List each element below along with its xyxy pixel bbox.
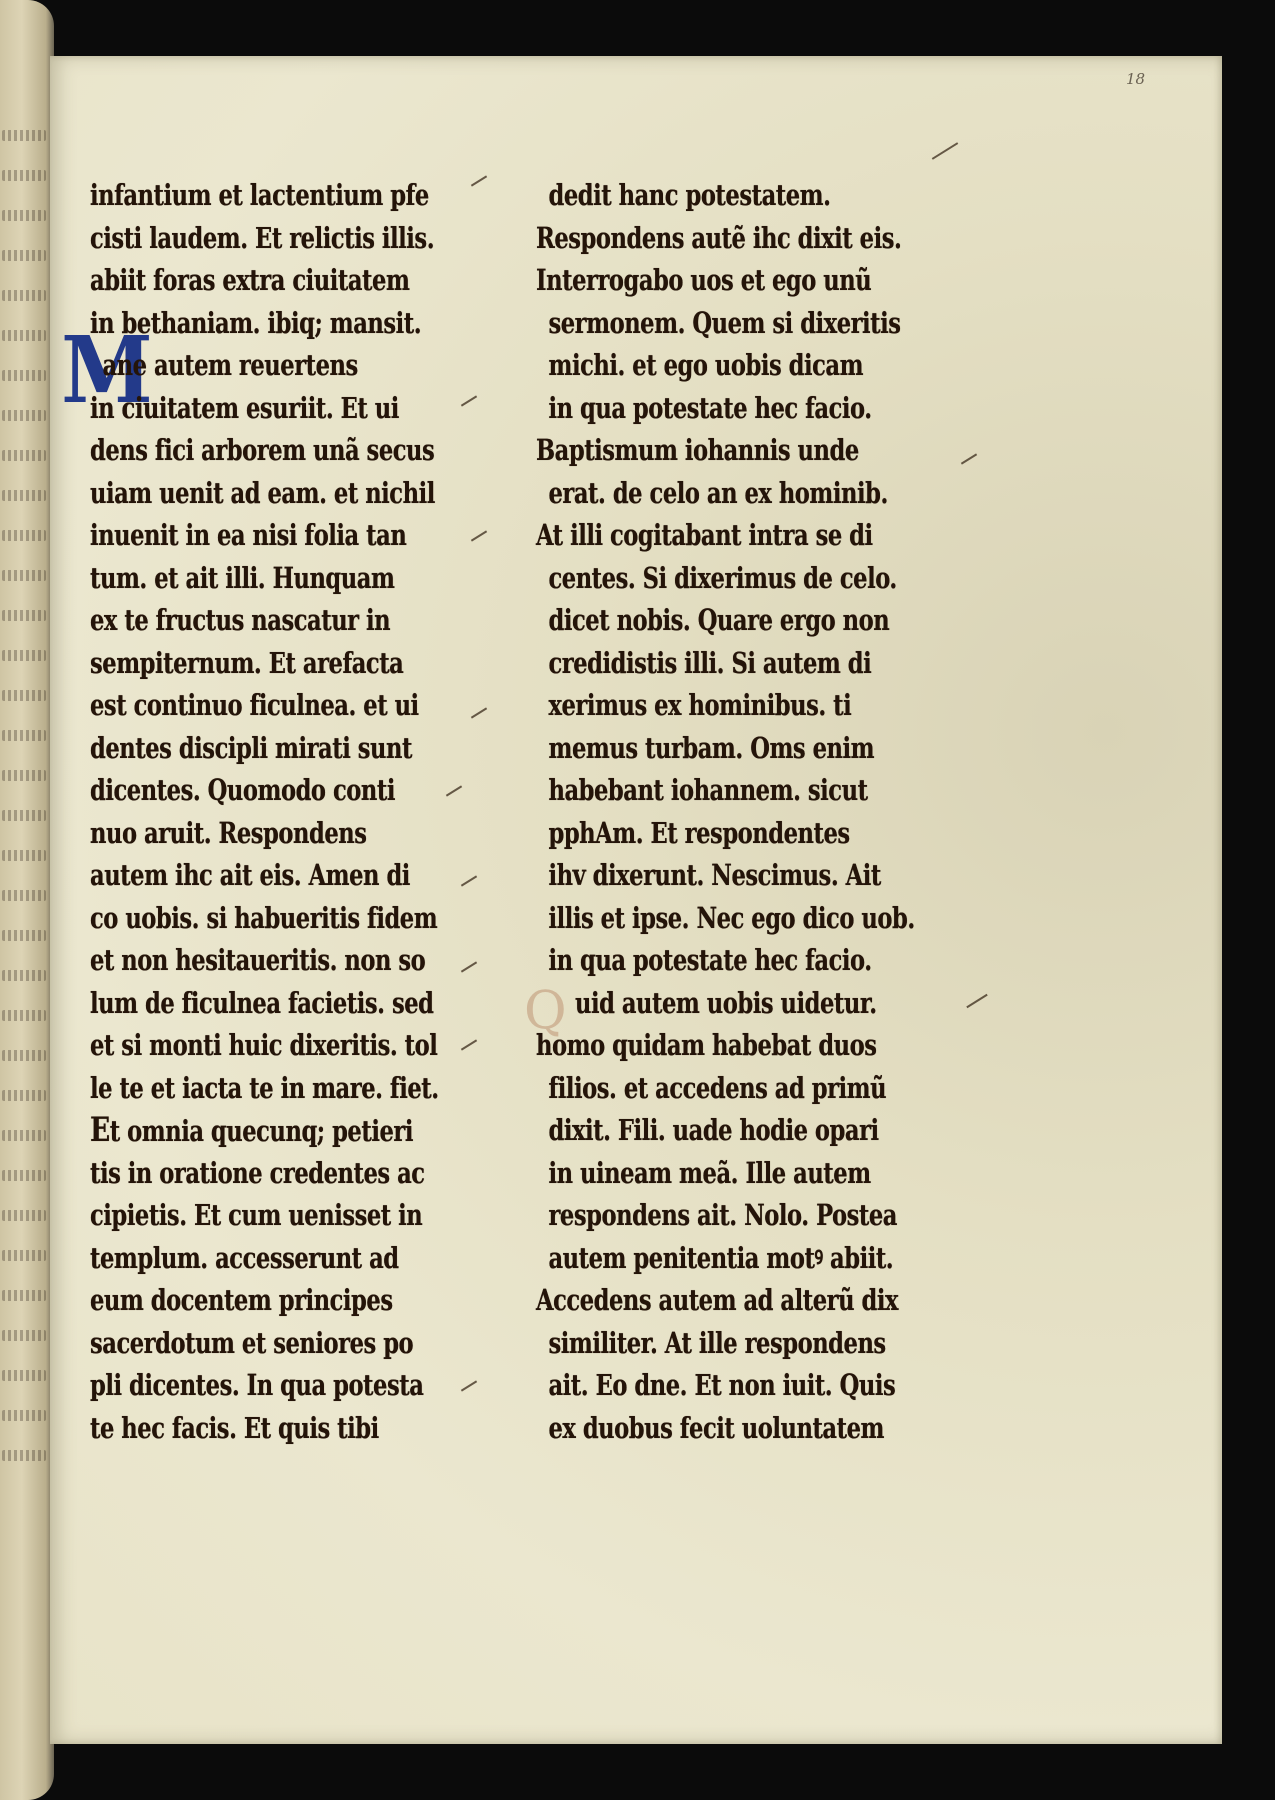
text-line <box>90 1109 413 1152</box>
text-line: Interrogabo uos et ego unũ <box>536 263 872 297</box>
text-line: in uineam meã. Ille autem <box>548 1155 871 1190</box>
text-line: autem penitentia motꝰ abiit. <box>548 1240 894 1275</box>
text-line: credidistis illi. Si autem di <box>548 645 872 680</box>
text-line: lum de ficulnea facietis. sed <box>90 985 434 1020</box>
text-line: est continuo ficulnea. et ui <box>90 688 419 722</box>
facing-page-text-trace <box>2 370 46 381</box>
faded-initial-q: Q <box>524 981 567 1041</box>
facing-page-text-trace <box>2 850 46 861</box>
text-line: templum. accesserunt ad <box>90 1240 399 1275</box>
text-line: tum. et ait illi. Hunquam <box>90 560 395 595</box>
initial-e: E <box>90 1110 110 1150</box>
text-line: pli dicentes. In qua potesta <box>90 1368 424 1402</box>
facing-page-text-trace <box>2 770 46 781</box>
text-line: cipietis. Et cum uenisset in <box>90 1198 423 1232</box>
text-line: autem ihc ait eis. Amen di <box>90 858 410 892</box>
facing-page-text-trace <box>2 690 46 701</box>
text-line: centes. Si dixerimus de celo. <box>548 560 897 595</box>
left-text-column <box>90 174 490 1449</box>
text-line: sempiternum. Et arefacta <box>90 645 404 680</box>
text-line-body: t omnia quecunq; petieri <box>109 1114 413 1148</box>
facing-page-text-trace <box>2 1050 46 1061</box>
facing-page-text-trace <box>2 1130 46 1141</box>
facing-page-text-trace <box>2 210 46 221</box>
folio-number: 18 <box>1126 70 1146 88</box>
facing-page-text-trace <box>2 890 46 901</box>
facing-page-text-trace <box>2 610 46 621</box>
facing-page-text-trace <box>2 530 46 541</box>
text-line: et si monti huic dixeritis. tol <box>90 1028 438 1062</box>
text-line: michi. et ego uobis dicam <box>548 348 864 382</box>
facing-page-text-trace <box>2 570 46 581</box>
text-line: xerimus ex hominibus. ti <box>548 688 852 722</box>
facing-page-text-trace <box>2 290 46 301</box>
text-line: dens fici arborem unã secus <box>90 433 435 467</box>
text-line: dicentes. Quomodo conti <box>90 773 395 807</box>
facing-page-text-trace <box>2 730 46 741</box>
text-line: le te et iacta te in mare. fiet. <box>90 1070 439 1105</box>
facing-page-text-trace <box>2 330 46 341</box>
text-line: in ciuitatem esuriit. Et ui <box>90 390 399 425</box>
text-line: memus turbam. Oms enim <box>548 730 875 765</box>
text-line: dicet nobis. Quare ergo non <box>548 603 890 637</box>
facing-page-text-trace <box>2 250 46 261</box>
facing-page-text-trace <box>2 130 46 141</box>
text-line: uid autem uobis uidetur. <box>575 985 877 1020</box>
text-line: ait. Eo dne. Et non iuit. Quis <box>548 1368 896 1402</box>
text-line: ihv dixerunt. Nescimus. Ait <box>548 858 881 892</box>
text-line: pphAm. Et respondentes <box>548 815 850 850</box>
facing-page-text-trace <box>2 1290 46 1301</box>
text-line: ex te fructus nascatur in <box>90 603 391 637</box>
text-line: ex duobus fecit uoluntatem <box>548 1410 885 1445</box>
text-line: sermonem. Quem si dixeritis <box>548 305 901 340</box>
text-line: dixit. Fili. uade hodie opari <box>548 1113 879 1147</box>
text-line: inuenit in ea nisi folia tan <box>90 518 407 552</box>
text-line: co uobis. si habueritis fidem <box>90 900 438 935</box>
text-line: dentes discipli mirati sunt <box>90 730 412 765</box>
text-line: ane autem reuertens <box>102 348 358 382</box>
text-line: eum docentem principes <box>90 1283 393 1317</box>
facing-page-text-trace <box>2 410 46 421</box>
text-line: respondens ait. Nolo. Postea <box>548 1198 898 1232</box>
facing-page-text-trace <box>2 970 46 981</box>
facing-page-text-trace <box>2 650 46 661</box>
text-line: At illi cogitabant intra se di <box>536 518 873 552</box>
facing-page-text-trace <box>2 1210 46 1221</box>
text-line: abiit foras extra ciuitatem <box>90 263 410 297</box>
text-line: cisti laudem. Et relictis illis. <box>90 220 435 255</box>
facing-page-text-trace <box>2 1410 46 1421</box>
facing-page-text-trace <box>2 1010 46 1021</box>
text-line: Respondens autẽ ihc dixit eis. <box>536 220 902 255</box>
facing-page-text-trace <box>2 1330 46 1341</box>
text-line: sacerdotum et seniores po <box>90 1325 414 1360</box>
facing-page-text-trace <box>2 1090 46 1101</box>
text-line: homo quidam habebat duos <box>536 1028 877 1062</box>
text-line: uiam uenit ad eam. et nichil <box>90 475 435 510</box>
text-line: infantium et lactentium pfe <box>90 178 429 212</box>
right-text-column <box>536 174 946 1449</box>
text-line: in bethaniam. ibiq; mansit. <box>90 305 422 340</box>
facing-page-text-trace <box>2 170 46 181</box>
decorated-initial-m: M <box>61 316 153 424</box>
text-line: Baptismum iohannis unde <box>536 433 859 467</box>
facing-page-edge <box>0 0 54 1800</box>
text-line: filios. et accedens ad primũ <box>548 1070 887 1105</box>
facing-page-text-trace <box>2 930 46 941</box>
text-line: tis in oratione credentes ac <box>90 1155 425 1190</box>
facing-page-text-trace <box>2 1170 46 1181</box>
text-line: dedit hanc potestatem. <box>548 178 831 212</box>
facing-page-text-trace <box>2 490 46 501</box>
text-line: habebant iohannem. sicut <box>548 773 868 807</box>
text-line: similiter. At ille respondens <box>548 1325 886 1360</box>
facing-page-text-trace <box>2 450 46 461</box>
text-line: in qua potestate hec facio. <box>548 943 872 977</box>
facing-page-text-trace <box>2 1250 46 1261</box>
text-line: illis et ipse. Nec ego dico uob. <box>548 900 915 935</box>
text-line: in qua potestate hec facio. <box>548 390 872 425</box>
facing-page-text-trace <box>2 1450 46 1461</box>
text-line: nuo aruit. Respondens <box>90 815 367 850</box>
facing-page-text-trace <box>2 810 46 821</box>
text-line: Accedens autem ad alterũ dix <box>536 1283 898 1317</box>
text-line: erat. de celo an ex hominib. <box>548 475 888 510</box>
text-line: te hec facis. Et quis tibi <box>90 1410 379 1445</box>
facing-page-text-trace <box>2 1370 46 1381</box>
text-line: et non hesitaueritis. non so <box>90 943 426 977</box>
